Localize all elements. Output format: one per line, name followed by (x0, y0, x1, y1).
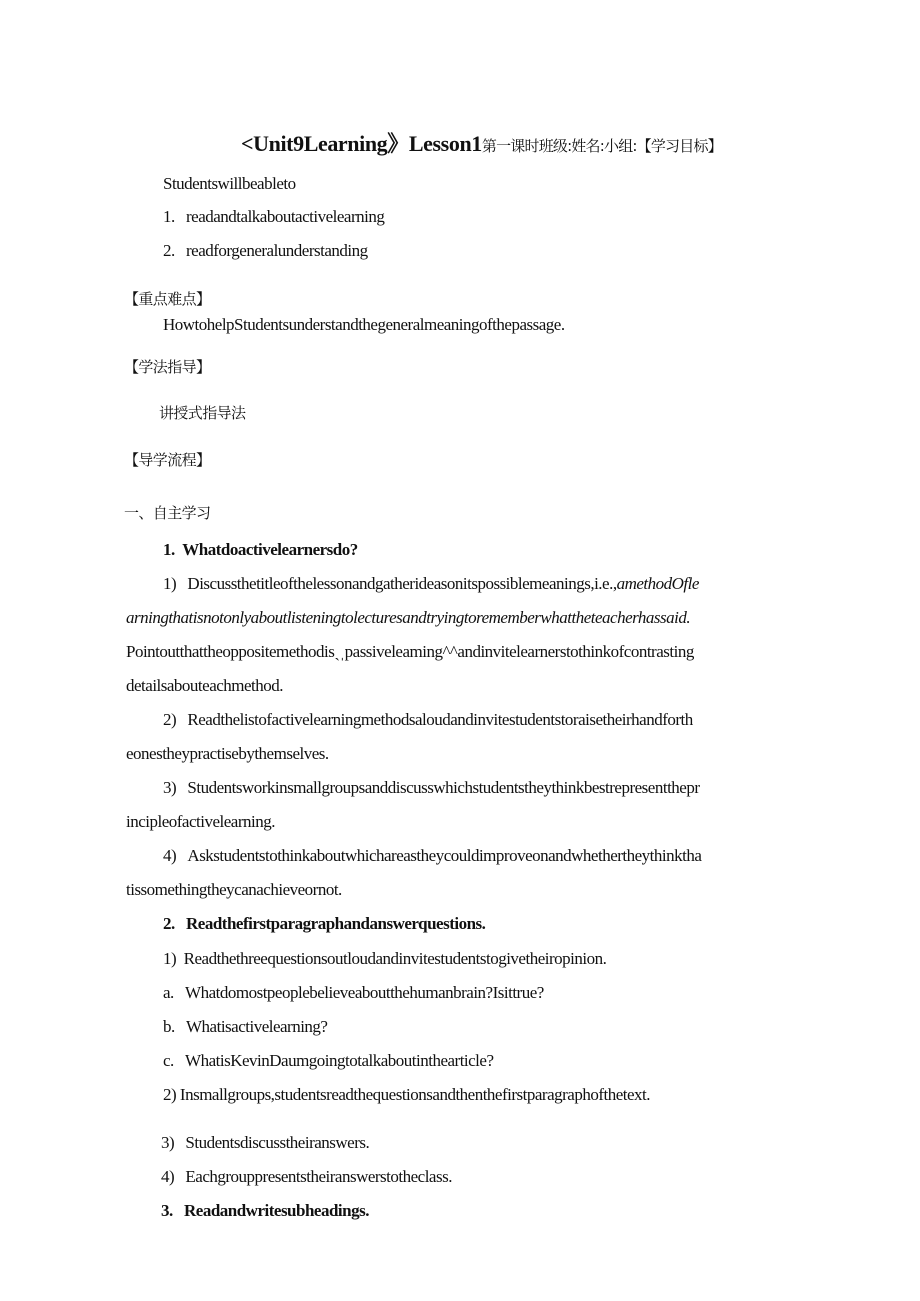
objectives-intro: Studentswillbeableto (163, 174, 296, 193)
section-1-item-3-line-2: incipleofactivelearning. (126, 812, 275, 831)
objective-item (163, 242, 368, 259)
section-2-item-4: 4) Eachgrouppresentstheiranswerstotheclass. (161, 1167, 452, 1186)
section-2-item-1: 1) Readthethreequestionsoutloudandinvitestudentstogivetheiropinion. (163, 949, 607, 968)
title-meta: 第一课时班级:姓名:小组:【学习目标】 (481, 137, 722, 155)
part-one-heading: 一、自主学习 (124, 504, 211, 522)
process-heading: 【导学流程】 (124, 451, 211, 469)
section-2-heading: 2. Readthefirstparagraphandanswerquestions. (163, 914, 486, 933)
title-main: <Unit9Learning》Lesson1 (241, 131, 482, 156)
section-1-item-1-line-2: arningthatisnotonlyaboutlisteningtolecturesandtryingtorememberwhattheteacherhassaid. (126, 608, 691, 627)
question-a: a. Whatdomostpeoplebelieveaboutthehumanbrain?Isittrue? (163, 983, 544, 1002)
objective-text: readandtalkaboutactivelearning (186, 207, 385, 226)
section-1-item-4-line-1: 4) Askstudentstothinkaboutwhichareastheycouldimproveonandwhethertheythinktha (163, 846, 702, 865)
objective-text: readforgeneralunderstanding (186, 241, 368, 260)
objective-item (163, 208, 384, 225)
objective-number: 2. (163, 241, 175, 260)
key-points-text: HowtohelpStudentsunderstandthegeneralmeaningofthepassage. (163, 315, 565, 334)
section-3-heading: 3. Readandwritesubheadings. (161, 1201, 369, 1220)
key-points-heading: 【重点难点】 (124, 290, 211, 308)
section-1-item-2-line-1: 2) Readthelistofactivelearningmethodsaloudandinvitestudentstoraisetheirhandforth (163, 710, 693, 729)
method-heading: 【学法指导】 (124, 358, 211, 376)
section-1-item-1-line-3: Pointoutthattheoppositemethodisˎˌpassiveleaming^^andinvitelearnerstothinkofcontrasting (126, 642, 694, 661)
section-1-item-1-line-4: detailsabouteachmethod. (126, 676, 284, 695)
method-text: 讲授式指导法 (159, 404, 246, 422)
section-2-item-3: 3) Studentsdiscusstheiranswers. (161, 1133, 370, 1152)
question-b: b. Whatisactivelearning? (163, 1017, 328, 1036)
question-c: c. WhatisKevinDaumgoingtotalkaboutinthearticle? (163, 1051, 494, 1070)
section-1-item-2-line-2: eonestheypractisebythemselves. (126, 744, 329, 763)
section-1-item-3-line-1: 3) Studentsworkinsmallgroupsanddiscusswhichstudentstheythinkbestrepresentthepr (163, 778, 700, 797)
italic-run: amethodOfle (616, 574, 699, 593)
section-1-item-1-line-1 (163, 575, 699, 592)
text-run: 1) Discussthetitleofthelessonandgatherideasonitspossiblemeanings,i.e., (163, 574, 617, 593)
section-1-heading: 1. Whatdoactivelearnersdo? (163, 540, 358, 559)
section-2-item-2: 2) Insmallgroups,studentsreadthequestionsandthenthefirstparagraphofthetext. (163, 1085, 650, 1104)
objective-number: 1. (163, 207, 175, 226)
page-title (241, 133, 722, 155)
section-1-item-4-line-2: tissomethingtheycanachieveornot. (126, 880, 342, 899)
